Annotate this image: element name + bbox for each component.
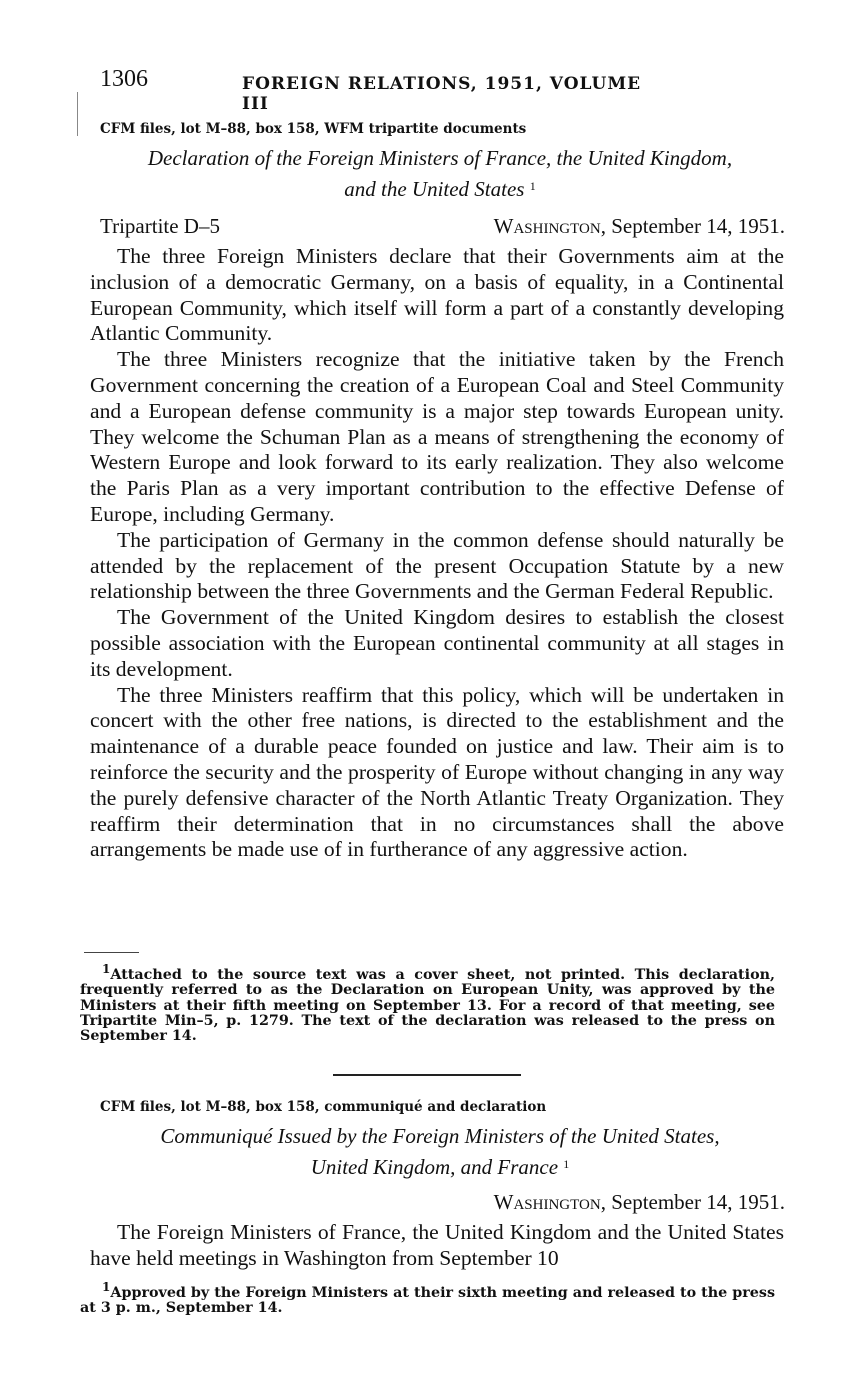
doc1-source: CFM files, lot M–88, box 158, WFM tripartite documents [100,121,527,137]
doc1-footnote-text: Attached to the source text was a cover sheet, not printed. This declaration, frequently referred to as the Declaration on European Unity, was approved by the Ministers at their fifth meeting on September 13. For a record of that meeting, see Tripartite Min–5, p. 1279. The text of the declaration was released to the press on September 14. [80,967,775,1045]
doc1-title-line1: Declaration of the Foreign Ministers of France, the United Kingdom, [147,146,733,170]
doc1-place: Washington [493,214,601,238]
doc2-source: CFM files, lot M–88, box 158, communiqué and declaration [100,1099,547,1115]
doc1-title-line2: and the United States $^1$ [344,177,536,201]
doc2-title [95,1122,785,1181]
doc2-place-date [494,1190,785,1215]
doc1-paragraph: The three Ministers reaffirm that this policy, which will be undertaken in concert with the other free nations, is directed to the establishment and the maintenance of a durable peace founded on justice and law. Their aim is to reinforce the security and the prosperity of Europe without changing in any way the purely defensive character of the North Atlantic Treaty Organization. They reaffirm their determination that in no circumstances shall the above arrangements be made use of in furtherance of any aggressive action. [90,682,784,862]
doc1-paragraph: The three Ministers recognize that the initiative taken by the French Government concerning the creation of a European Coal and Steel Community and a European defense community is a major step towards European unity. They welcome the Schuman Plan as a means of strengthening the economy of Western Europe and look forward to its early realization. They also welcome the Paris Plan as a very important contribution to the effective Defense of Europe, including Germany. [90,347,784,526]
doc1-title [95,144,785,203]
doc2-place: Washington [493,1190,601,1214]
doc2-body [90,1220,784,1272]
doc1-paragraph: The Government of the United Kingdom desires to establish the closest possible association with the European continental community at all stages in its development. [90,605,784,681]
doc2-title-line1: Communiqué Issued by the Foreign Ministers of the United States, [160,1124,720,1148]
page-number: 1306 [100,66,148,92]
margin-mark [77,92,78,136]
doc1-body [90,244,784,863]
doc2-footnote-mark: 1 [102,1280,111,1294]
doc1-place-date [494,214,785,239]
doc2-title-line2: United Kingdom, and France $^1$ [310,1155,570,1179]
doc1-footnote-ref: 1 [529,179,536,193]
section-divider [333,1074,521,1076]
doc1-paragraph: The three Foreign Ministers declare that their Governments aim at the inclusion of a democratic Germany, on a basis of equality, in a Continental European Community, which itself will form a part of a constantly developing Atlantic Community. [90,244,784,346]
footnote-divider [84,952,139,953]
page-header [100,66,660,114]
doc1-footnote-mark: 1 [102,962,111,976]
running-head: FOREIGN RELATIONS, 1951, VOLUME III [242,74,642,114]
doc1-footnote [80,962,775,1044]
doc2-paragraph: The Foreign Ministers of France, the United Kingdom and the United States have held meetings in Washington from September 10 [90,1220,784,1270]
doc1-paragraph: The participation of Germany in the common defense should naturally be attended by the replacement of the present Occupation Statute by a new relationship between the three Governments and the German Federal Republic. [90,527,784,604]
doc2-footnote-ref: 1 [563,1157,570,1171]
doc2-date: , September 14, 1951. [600,1190,785,1214]
doc2-footnote-text: Approved by the Foreign Ministers at their sixth meeting and released to the press at 3 p. m., September 14. [80,1285,775,1317]
doc2-footnote [80,1280,775,1317]
doc1-date: , September 14, 1951. [600,214,785,238]
doc1-id: Tripartite D–5 [100,214,220,238]
